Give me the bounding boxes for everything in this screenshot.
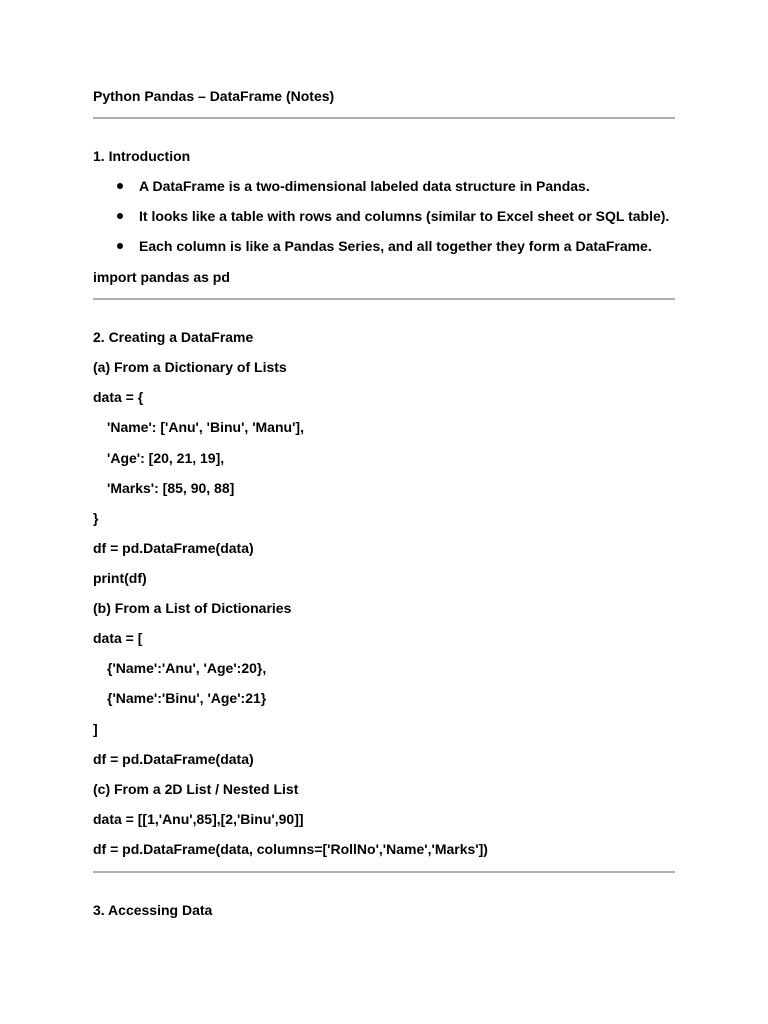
code-line: print(df)	[93, 570, 147, 586]
subheading-dict-of-lists: (a) From a Dictionary of Lists	[93, 359, 287, 375]
intro-bullet	[93, 207, 675, 225]
bullet-dot-icon	[117, 243, 123, 249]
document-title: Python Pandas – DataFrame (Notes)	[93, 88, 335, 104]
subheading-nested-list: (c) From a 2D List / Nested List	[93, 781, 299, 797]
section-divider	[93, 871, 675, 873]
section-divider	[93, 298, 675, 300]
code-line: }	[93, 510, 99, 526]
bullet-text: It looks like a table with rows and columns (similar to Excel sheet or SQL table).	[139, 208, 670, 224]
section-divider	[93, 117, 675, 119]
intro-bullet	[93, 177, 675, 195]
code-line: {'Name':'Binu', 'Age':21}	[107, 690, 267, 706]
code-line: 'Name': ['Anu', 'Binu', 'Manu'],	[107, 419, 304, 435]
bullet-text: A DataFrame is a two-dimensional labeled data structure in Pandas.	[139, 178, 590, 194]
code-line: data = {	[93, 389, 144, 405]
code-line: df = pd.DataFrame(data)	[93, 751, 254, 767]
code-line: ]	[93, 721, 98, 737]
code-line: {'Name':'Anu', 'Age':20},	[107, 660, 267, 676]
accessing-heading: 3. Accessing Data	[93, 902, 213, 918]
code-line: import pandas as pd	[93, 269, 230, 285]
code-line: data = [	[93, 630, 143, 646]
bullet-dot-icon	[117, 183, 123, 189]
bullet-text: Each column is like a Pandas Series, and all together they form a DataFrame.	[139, 238, 652, 254]
creating-heading: 2. Creating a DataFrame	[93, 329, 254, 345]
intro-heading: 1. Introduction	[93, 148, 191, 164]
code-line: 'Age': [20, 21, 19],	[107, 450, 225, 466]
code-line: data = [[1,'Anu',85],[2,'Binu',90]]	[93, 811, 304, 827]
code-line: 'Marks': [85, 90, 88]	[107, 480, 235, 496]
code-line: df = pd.DataFrame(data, columns=['RollNo','Name','Marks'])	[93, 841, 488, 857]
subheading-list-of-dicts: (b) From a List of Dictionaries	[93, 600, 292, 616]
bullet-dot-icon	[117, 213, 123, 219]
code-line: df = pd.DataFrame(data)	[93, 540, 254, 556]
intro-bullet	[93, 237, 675, 255]
